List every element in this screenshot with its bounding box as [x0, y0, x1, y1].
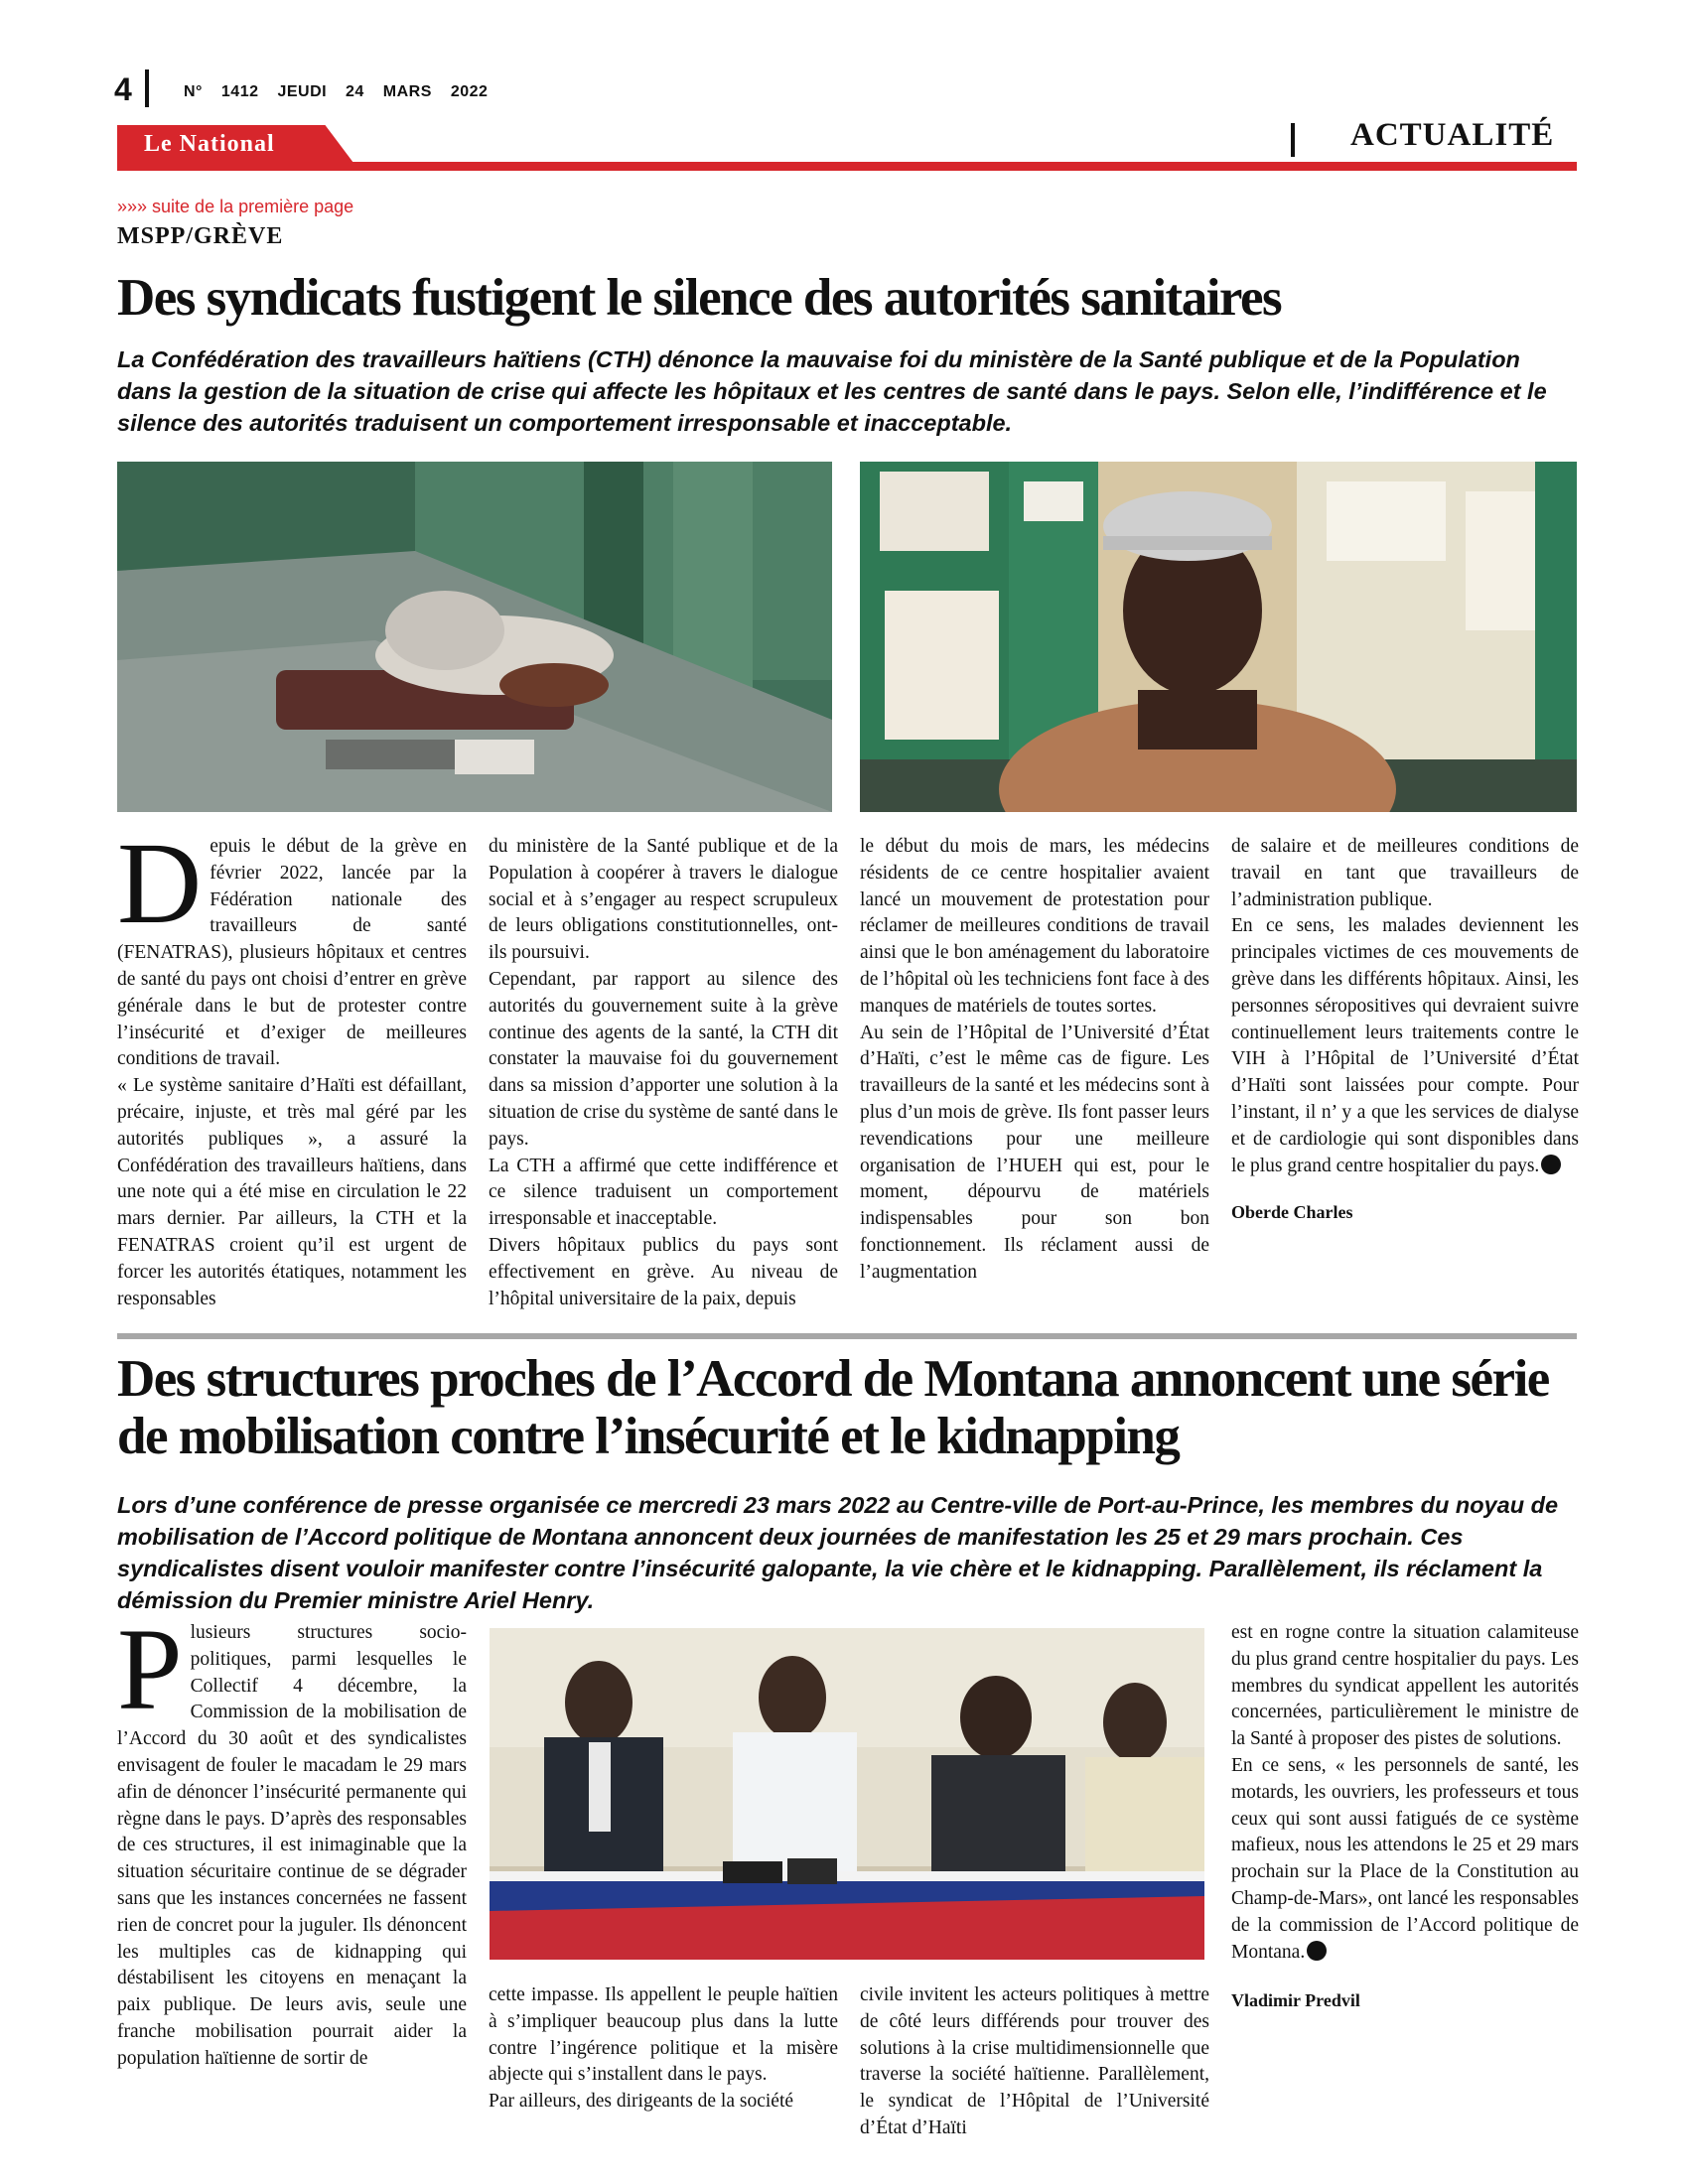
- article2-column-3: [860, 1982, 1209, 2142]
- article1-col2-para1: du ministère de la Santé publique et de la Population à coopérer à travers le dialogue social et à s’engager au respect scrupuleux de leurs obligations constitutionnelles, ont-ils poursuivi.: [489, 836, 838, 964]
- patient-photo-illustration: [117, 462, 832, 812]
- article1-column-1: [117, 818, 467, 1312]
- article2-column-2: [489, 1982, 838, 2116]
- issue-month: MARS: [382, 83, 432, 100]
- article1-col1-para2: « Le système sanitaire d’Haïti est défaillant, précaire, injuste, et très mal géré par les autorités publiques », a assuré la Confédération des travailleurs haïtiens, dans une note qui a été mise en circulation le 22 mars dernier. Par ailleurs, la CTH et la FENATRAS croient qu’il est urgent de forcer les autorités étatiques, notamment les responsables: [117, 1075, 467, 1309]
- article1-col3-para1: le début du mois de mars, les médecins résidents de ce centre hospitalier avaient lancé un mouvement de protestation pour réclamer de meilleures conditions de travail ainsi que le bon aménagement du laboratoire de l’hôpital où les techniciens font face à des manques de matériels de toutes sortes.: [860, 836, 1209, 1017]
- page-number: 4: [114, 71, 132, 107]
- speaker-photo-illustration: [860, 462, 1577, 812]
- issue-line: [184, 83, 488, 101]
- article1-byline: Oberde Charles: [1231, 1202, 1353, 1223]
- article2-col3-para1: civile invitent les acteurs politiques à mettre de côté leurs différends pour trouver des solutions à la crise multidimensionnelle que traverse la société haïtienne. Parallèlement, le syndicat de l’Hôpital de l’Université d’État d’Haïti: [860, 1984, 1209, 2138]
- article2-col1-para1: lusieurs structures socio- politiques, parmi lesquelles le Collectif 4 décembre, la Commission de la mobilisation de l’Accord du 30 août et des syndicalistes envisagent de fouler le macadam le 29 mars afin de dénoncer l’insécurité permanente qui règne dans le pays. D’après des responsables de ces structures, il est inimaginable que la situation sécuritaire continue de se dégrader sans que les instances concernées ne fassent rien de concret pour la juguler. Ils dénoncent les multiples cas de kidnapping qui déstabilisent les citoyens en menaçant la paix publique. De leurs avis, seule une franche mobilisation pourrait aider la population haïtienne de sortir de: [117, 1622, 467, 2069]
- article2-col4-para1: est en rogne contre la situation calamiteuse du plus grand centre hospitalier du pays. Les membres du syndicat appellent les autorités concernées, particulièrement le ministre de la Santé à proposer des pistes de solutions.: [1231, 1622, 1579, 1750]
- article1-col1-para1: epuis le début de la grève en février 2022, lancée par la Fédération nationale des travailleurs de santé (FENATRAS), plusieurs hôpitaux et centres de santé du pays ont choisi d’entrer en grève générale dans le but de protester contre l’insécurité et d’exiger de meilleures conditions de travail.: [117, 836, 467, 1070]
- article2-column-1: [117, 1604, 467, 2073]
- end-mark-icon: [1307, 1941, 1327, 1961]
- section-divider: [1291, 123, 1295, 157]
- publication-name: Le National: [144, 131, 275, 157]
- article2-col2-para2: Par ailleurs, des dirigeants de la société: [489, 2091, 794, 2113]
- article1-column-4: [1231, 834, 1579, 1226]
- issue-weekday: JEUDI: [277, 83, 328, 100]
- issue-year: 2022: [450, 83, 489, 100]
- article1-col2-para3: La CTH a affirmé que cette indifférence et ce silence traduisent un comportement irresponsable et inacceptable.: [489, 1155, 838, 1230]
- article1-col4-para2: En ce sens, les malades deviennent les principales victimes de ces mouvements de grève dans les différents hôpitaux. Ainsi, les personnes séropositives qui devraient suivre continuellement leurs traitements contre le VIH à l’Hôpital de l’Université d’État d’Haïti sont laissées pour compte. Pour l’instant, il n’ y a que les services de dialyse et de cardiologie qui sont disponibles dans le plus grand centre hospitalier du pays.: [1231, 915, 1579, 1176]
- article1-column-3: [860, 834, 1209, 1287]
- issue-number: N° 1412: [184, 83, 259, 100]
- continued-note: »»» suite de la première page: [117, 197, 354, 216]
- article1-column-2: [489, 834, 838, 1312]
- article2-byline: Vladimir Predvil: [1231, 1990, 1360, 2011]
- article2-dropcap: P: [117, 1604, 183, 1734]
- article1-dropcap: D: [117, 818, 203, 948]
- article1-col4-para1: de salaire et de meilleures conditions de travail en tant que travailleurs de l’administration publique.: [1231, 836, 1579, 910]
- page-number-divider: [145, 69, 149, 107]
- article1-col3-para2: Au sein de l’Hôpital de l’Université d’État d’Haïti, c’est le même cas de figure. Les travailleurs de la santé et les médecins sont à plus d’un mois de grève. Ils font passer leurs revendications pour une meilleure organisation de l’HUEH qui est, pour le moment, dépourvu de matériels indispensables pour son bon fonctionnement. Ils réclament aussi de l’augmentation: [860, 1022, 1209, 1283]
- article1-photo-patient: [117, 462, 832, 812]
- article2-headline: Des structures proches de l’Accord de Montana annoncent une série de mobilisation contre l’insécurité et le kidnapping: [117, 1350, 1549, 1465]
- article1-kicker: MSPP/GRÈVE: [117, 223, 284, 249]
- press-conference-photo-illustration: [490, 1628, 1204, 1960]
- article1-col2-para2: Cependant, par rapport au silence des autorités du gouvernement suite à la grève continue des agents de la santé, la CTH dit constater la mauvaise foi du gouvernement dans sa mission d’apporter une solution à la situation de crise du système de santé dans le pays.: [489, 968, 838, 1150]
- header-red-rule: [117, 162, 1577, 171]
- article1-headline: Des syndicats fustigent le silence des autorités sanitaires: [117, 269, 1282, 327]
- article2-lede: Lors d’une conférence de presse organisée ce mercredi 23 mars 2022 au Centre-ville de Port-au-Prince, les membres du noyau de mobilisation de l’Accord politique de Montana annoncent deux journées de manifestation les 25 et 29 mars prochain. Ces syndicalistes disent vouloir manifester contre l’insécurité galopante, la vie chère et le kidnapping. Parallèlement, ils réclament la démission du Premier ministre Ariel Henry.: [117, 1492, 1559, 1613]
- article-separator-rule: [117, 1333, 1577, 1339]
- article2-column-4: [1231, 1620, 1579, 2014]
- article2-col4-para2: En ce sens, « les personnels de santé, les motards, les ouvriers, les professeurs et tous ceux qui sont aussi fatigués de ce système mafieux, nous les attendons le 25 et 29 mars prochain sur la Place de la Constitution au Champ-de-Mars», ont lancé les responsables de la commission de l’Accord politique de Montana.: [1231, 1754, 1579, 1963]
- article1-col2-para4: Divers hôpitaux publics du pays sont effectivement en grève. Au niveau de l’hôpital universitaire de la paix, depuis: [489, 1234, 838, 1309]
- article2-photo-press-conference: [490, 1628, 1204, 1960]
- article1-lede: La Confédération des travailleurs haïtiens (CTH) dénonce la mauvaise foi du ministère de la Santé publique et de la Population dans la gestion de la situation de crise qui affecte les hôpitaux et les centres de santé dans le pays. Selon elle, l’indifférence et le silence des autorités traduisent un comportement irresponsable et inacceptable.: [117, 346, 1547, 436]
- issue-day: 24: [346, 83, 364, 100]
- end-mark-icon: [1541, 1155, 1561, 1174]
- article2-col2-para1: cette impasse. Ils appellent le peuple haïtien à s’impliquer beaucoup plus dans la lutte contre l’ingérence politique et la misère abjecte qui s’installent dans le pays.: [489, 1984, 838, 2086]
- section-title: ACTUALITÉ: [1350, 117, 1555, 153]
- article1-photo-speaker: [860, 462, 1577, 812]
